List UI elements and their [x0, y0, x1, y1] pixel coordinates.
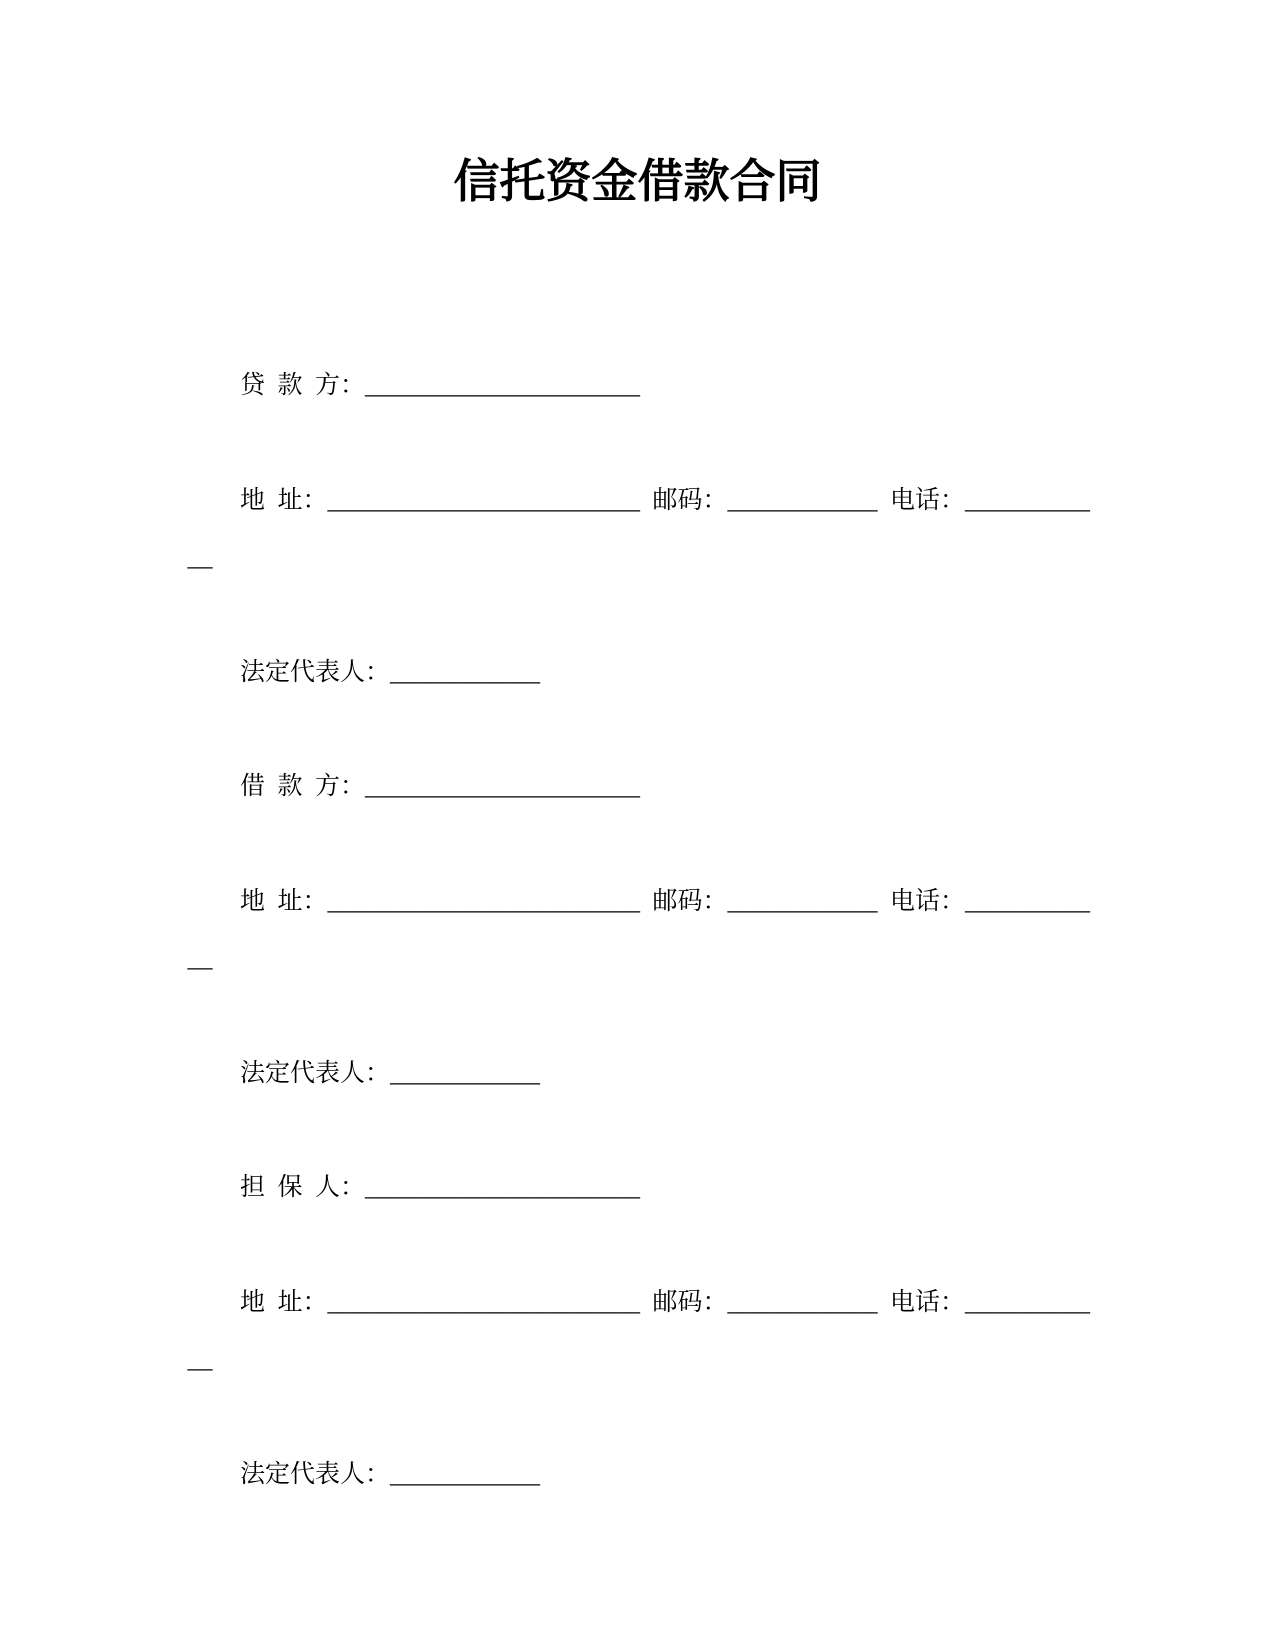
borrower-address-line [0, 873, 1275, 930]
guarantor-postcode-blank: ____________ [727, 1288, 878, 1316]
borrower-representative-blank: ____________ [390, 1059, 540, 1087]
borrower-section [0, 758, 1275, 1102]
borrower-phone-blank: __________ [965, 887, 1090, 915]
guarantor-representative-blank: ____________ [390, 1460, 540, 1488]
guarantor-phone-wrap-line [0, 1331, 1275, 1388]
lender-label: 贷 款 方： [240, 372, 366, 400]
borrower-postcode-blank: ____________ [727, 887, 878, 915]
guarantor-address-label: 地 址： [240, 1288, 328, 1316]
lender-address-blank: _________________________ [327, 486, 640, 514]
lender-phone-wrap-line [0, 529, 1275, 586]
guarantor-address-line [0, 1274, 1275, 1331]
lender-postcode-blank: ____________ [727, 486, 878, 514]
lender-phone-label: 电话： [890, 486, 966, 514]
lender-line [0, 357, 1275, 414]
guarantor-address-blank: _________________________ [327, 1288, 640, 1316]
lender-phone-blank: __________ [965, 486, 1090, 514]
borrower-phone-label: 电话： [890, 887, 966, 915]
lender-representative-blank: ____________ [390, 658, 540, 686]
guarantor-section [0, 1159, 1275, 1503]
guarantor-phone-label: 电话： [890, 1288, 966, 1316]
lender-address-line [0, 472, 1275, 529]
guarantor-line [0, 1159, 1275, 1216]
borrower-postcode-label: 邮码： [652, 887, 728, 915]
borrower-label: 借 款 方： [240, 773, 366, 801]
lender-representative-label: 法定代表人： [240, 658, 391, 686]
guarantor-phone-blank-continued: __ [187, 1346, 213, 1374]
lender-address-label: 地 址： [240, 486, 328, 514]
borrower-representative-label: 法定代表人： [240, 1059, 391, 1087]
borrower-phone-wrap-line [0, 930, 1275, 987]
borrower-line [0, 758, 1275, 815]
guarantor-representative-label: 法定代表人： [240, 1460, 391, 1488]
lender-phone-blank-continued: __ [187, 544, 213, 572]
document-body [0, 357, 1275, 1503]
borrower-address-label: 地 址： [240, 887, 328, 915]
borrower-representative-line [0, 1045, 1275, 1102]
document-title: 信托资金借款合同 [453, 155, 822, 207]
borrower-name-blank: ______________________ [365, 773, 640, 801]
guarantor-postcode-label: 邮码： [652, 1288, 728, 1316]
guarantor-label: 担 保 人： [240, 1174, 366, 1202]
lender-postcode-label: 邮码： [652, 486, 728, 514]
lender-representative-line [0, 644, 1275, 701]
guarantor-name-blank: ______________________ [365, 1174, 640, 1202]
guarantor-phone-blank: __________ [965, 1288, 1090, 1316]
borrower-phone-blank-continued: __ [187, 945, 213, 973]
borrower-address-blank: _________________________ [327, 887, 640, 915]
lender-name-blank: ______________________ [365, 372, 640, 400]
lender-section [0, 357, 1275, 701]
guarantor-representative-line [0, 1446, 1275, 1503]
